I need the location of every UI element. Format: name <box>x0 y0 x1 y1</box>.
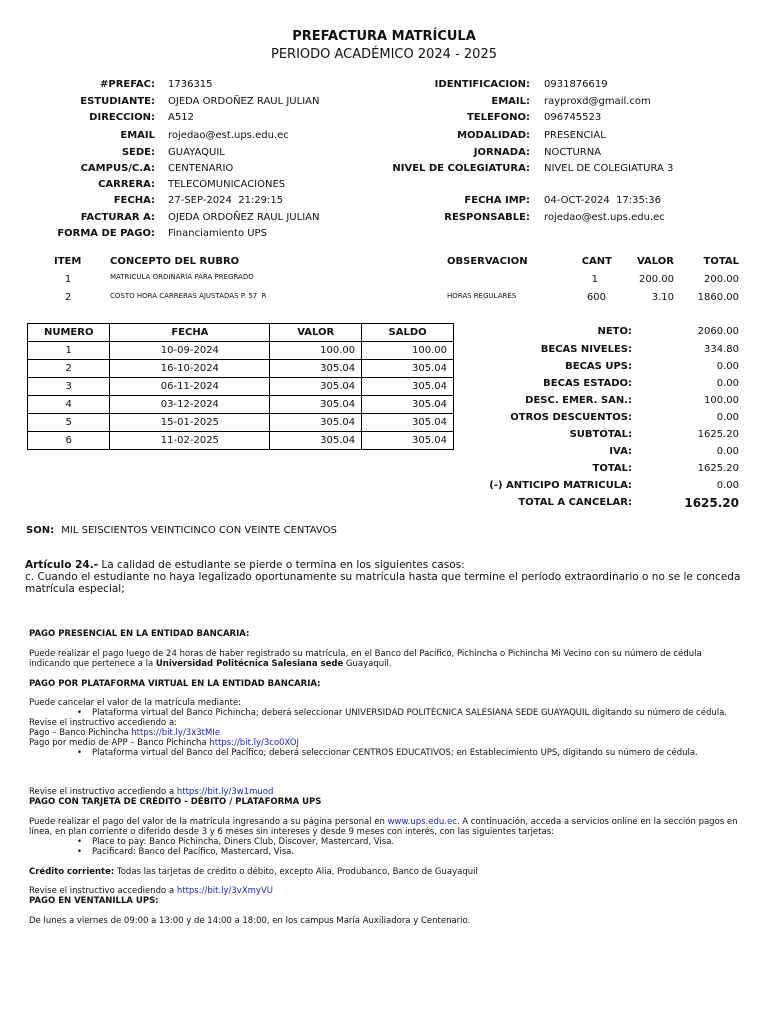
value-estudiante: OJEDA ORDOÑEZ RAUL JULIAN <box>168 96 320 107</box>
credito-text: Todas las tarjetas de crédito o débito, excepto Alia, Produbanco, Banco de Guayaquil <box>114 867 478 877</box>
label-facturar: FACTURAR A: <box>80 212 155 223</box>
tarjeta-title: PAGO CON TARJETA DE CRÉDITO - DÉBITO / PLATAFORMA UPS <box>29 797 322 807</box>
articulo-line1: La calidad de estudiante se pierde o termina en los siguientes casos: <box>98 559 465 571</box>
item-valor: 200.00 <box>639 274 674 285</box>
cuota-saldo: 305.04 <box>362 414 454 432</box>
table-row <box>28 396 454 414</box>
table-row <box>28 378 454 396</box>
value-jornada: NOCTURNA <box>544 147 602 158</box>
label-modalidad: MODALIDAD: <box>457 130 530 141</box>
value-campus: CENTENARIO <box>168 163 234 174</box>
value-telefono: 096745523 <box>544 112 602 123</box>
label-responsable: RESPONSABLE: <box>444 212 530 223</box>
document-subtitle: PERIODO ACADÉMICO 2024 - 2025 <box>270 47 497 62</box>
total-label-anticipo: (-) ANTICIPO MATRICULA: <box>489 480 632 491</box>
table-row <box>28 432 454 450</box>
value-carrera: TELECOMUNICACIONES <box>168 179 286 190</box>
value-responsable: rojedao@est.ups.edu.ec <box>544 212 665 223</box>
credito-line <box>29 867 741 877</box>
total-a-cancelar-label: TOTAL A CANCELAR: <box>518 497 632 508</box>
articulo-line3: matrícula especial; <box>25 583 125 595</box>
items-header-item: ITEM <box>54 256 82 267</box>
label-forma-pago: FORMA DE PAGO: <box>57 228 155 239</box>
presencial-bold: Universidad Politécnica Salesiana sede <box>155 659 344 669</box>
cuota-saldo: 305.04 <box>362 396 454 414</box>
label-email: EMAIL <box>120 130 155 141</box>
virtual-bullet-2: • Plataforma virtual del Banco del Pacífico; deberá seleccionar CENTROS EDUCATIVOS; en Establecimiento UPS, digitando su número de cédula. <box>29 748 741 758</box>
total-label-otros-descuentos: OTROS DESCUENTOS: <box>510 412 632 423</box>
item-concepto: MATRICULA ORDINARIA PARA PREGRADO <box>110 273 254 281</box>
cuota-valor: 100.00 <box>270 342 362 360</box>
cuota-valor: 305.04 <box>270 432 362 450</box>
cuota-fecha: 15-01-2025 <box>110 414 270 432</box>
value-direccion: A512 <box>168 112 194 123</box>
cuotas-header-saldo: SALDO <box>362 324 454 342</box>
items-header-observacion: OBSERVACION <box>447 256 528 267</box>
cuotas-header-fecha: FECHA <box>110 324 270 342</box>
label-email-personal: EMAIL: <box>491 96 530 107</box>
cuota-fecha: 11-02-2025 <box>110 432 270 450</box>
label-estudiante: ESTUDIANTE: <box>80 96 155 107</box>
revise-label-1: Revise el instructivo accediendo a <box>29 787 177 797</box>
cuota-numero: 1 <box>28 342 110 360</box>
cuota-valor: 305.04 <box>270 360 362 378</box>
label-fecha: FECHA: <box>113 195 155 206</box>
presencial-text <box>29 649 741 669</box>
total-label-subtotal: SUBTOTAL: <box>569 429 632 440</box>
total-value-neto: 2060.00 <box>697 326 739 337</box>
cuota-numero: 6 <box>28 432 110 450</box>
revise-link-1[interactable]: https://bit.ly/3w1muod <box>176 787 274 797</box>
cuota-fecha: 10-09-2024 <box>110 342 270 360</box>
tarjeta-text <box>29 817 741 837</box>
table-row <box>28 360 454 378</box>
revise-a: Revise el instructivo accediendo a: <box>29 718 178 728</box>
virtual-intro: Puede cancelar el valor de la matrícula mediante: <box>29 698 242 708</box>
cuotas-header-valor: VALOR <box>270 324 362 342</box>
credito-bold: Crédito corriente: <box>29 867 115 877</box>
revise-label-2: Revise el instructivo accediendo a <box>29 886 177 896</box>
son-value: MIL SEISCIENTOS VEINTICINCO CON VEINTE CENTAVOS <box>61 525 337 536</box>
pago-app-link[interactable]: https://bit.ly/3co0XOJ <box>209 738 300 748</box>
value-facturar: OJEDA ORDOÑEZ RAUL JULIAN <box>168 212 320 223</box>
total-value-anticipo: 0.00 <box>716 480 739 491</box>
label-identificacion: IDENTIFICACION: <box>434 79 530 90</box>
total-value-otros-descuentos: 0.00 <box>716 412 739 423</box>
item-number: 2 <box>64 292 72 303</box>
cuota-numero: 5 <box>28 414 110 432</box>
item-total: 1860.00 <box>697 292 739 303</box>
item-valor: 3.10 <box>651 292 674 303</box>
label-direccion: DIRECCION: <box>89 112 155 123</box>
pago-app-label: Pago por medio de APP – Banco Pichincha <box>29 738 210 748</box>
document-title: PREFACTURA MATRÍCULA <box>292 29 476 44</box>
ventanilla-text: De lunes a viernes de 09:00 a 13:00 y de 14:00 a 18:00, en los campus María Auxiliadora y Centenario. <box>29 916 471 926</box>
total-value-subtotal: 1625.20 <box>697 429 739 440</box>
total-value-becas-niveles: 334.80 <box>704 344 739 355</box>
cuota-valor: 305.04 <box>270 396 362 414</box>
table-row <box>28 342 454 360</box>
label-telefono: TELEFONO: <box>466 112 530 123</box>
item-observacion: HORAS REGULARES <box>447 292 517 300</box>
total-label-neto: NETO: <box>597 326 632 337</box>
value-modalidad: PRESENCIAL <box>544 130 606 141</box>
articulo-24 <box>25 559 760 595</box>
total-label-iva: IVA: <box>609 446 632 457</box>
label-carrera: CARRERA: <box>98 179 155 190</box>
total-label-becas-estado: BECAS ESTADO: <box>543 378 632 389</box>
revise-link-2[interactable]: https://bit.ly/3vXmyVU <box>176 886 273 896</box>
value-identificacion: 0931876619 <box>544 79 608 90</box>
items-header-concepto: CONCEPTO DEL RUBRO <box>110 256 240 267</box>
label-fecha-imp: FECHA IMP: <box>464 195 530 206</box>
label-prefac: #PREFAC: <box>100 79 155 90</box>
label-campus: CAMPUS/C.A: <box>80 163 155 174</box>
cuota-saldo: 305.04 <box>362 432 454 450</box>
cuotas-header-row <box>28 324 454 342</box>
articulo-title: Artículo 24.- <box>25 559 99 571</box>
item-total: 200.00 <box>704 274 739 285</box>
value-email-personal: rayproxd@gmail.com <box>544 96 651 107</box>
presencial-text2: Guayaquil. <box>343 659 392 669</box>
total-value-total: 1625.20 <box>697 463 739 474</box>
tarjeta-bullet-1: • Place to pay: Banco Pichincha, Diners Club, Discover, Mastercard, Visa. <box>29 837 741 847</box>
presencial-text1: Puede realizar el pago luego de 24 horas de haber registrado su matrícula, en el Banco del Pacífico, Pichincha o Pichincha Mi Vecino con su número de cédula indicando que pertenece a la <box>29 649 702 669</box>
son-line <box>26 525 337 536</box>
tarjeta-bullet-2: • Pacificard: Banco del Pacífico, Mastercard, Visa. <box>29 847 741 857</box>
value-email: rojedao@est.ups.edu.ec <box>168 130 289 141</box>
items-header-cant: CANT <box>581 256 612 267</box>
cuota-fecha: 03-12-2024 <box>110 396 270 414</box>
tarjeta-text1: Puede realizar el pago del valor de la matrícula ingresando a su página personal en <box>29 817 388 827</box>
ups-website-link[interactable]: www.ups.edu.ec <box>387 817 457 827</box>
label-jornada: JORNADA: <box>473 147 530 158</box>
total-label-becas-niveles: BECAS NIVELES: <box>540 344 632 355</box>
cuota-numero: 3 <box>28 378 110 396</box>
cuota-valor: 305.04 <box>270 414 362 432</box>
table-row <box>28 414 454 432</box>
value-fecha: 27-SEP-2024 21:29:15 <box>168 195 284 206</box>
total-value-iva: 0.00 <box>716 446 739 457</box>
presencial-title: PAGO PRESENCIAL EN LA ENTIDAD BANCARIA: <box>29 629 250 639</box>
total-value-desc-emer: 100.00 <box>704 395 739 406</box>
value-fecha-imp: 04-OCT-2024 17:35:36 <box>544 195 661 206</box>
item-number: 1 <box>64 274 72 285</box>
cuota-saldo: 100.00 <box>362 342 454 360</box>
tarjeta-text2: . A continuación, acceda a servicios online en la sección pagos en línea, en plan corriente o diferido desde 3 y 6 meses sin intereses y desde 9 meses con interés, con las siguientes tarjetas: <box>29 817 738 837</box>
cuotas-table <box>27 323 454 450</box>
cuota-numero: 4 <box>28 396 110 414</box>
ventanilla-title: PAGO EN VENTANILLA UPS: <box>29 896 159 906</box>
cuota-saldo: 305.04 <box>362 360 454 378</box>
items-header-valor: VALOR <box>636 256 674 267</box>
item-cant: 600 <box>586 292 606 303</box>
cuota-valor: 305.04 <box>270 378 362 396</box>
value-prefac: 1736315 <box>168 79 213 90</box>
articulo-line2: c. Cuando el estudiante no haya legalizado oportunamente su matrícula hasta que termine el período extraordinario o no se le conceda <box>25 571 741 583</box>
cuota-numero: 2 <box>28 360 110 378</box>
item-cant: 1 <box>591 274 598 285</box>
tarjeta-block <box>29 817 741 857</box>
virtual-block <box>29 698 741 758</box>
total-label-becas-ups: BECAS UPS: <box>565 361 632 372</box>
revise-line-1 <box>29 787 741 797</box>
total-value-becas-estado: 0.00 <box>716 378 739 389</box>
total-label-total: TOTAL: <box>592 463 632 474</box>
revise-line-2 <box>29 886 741 896</box>
virtual-bullet-1: • Plataforma virtual del Banco Pichincha; deberá seleccionar UNIVERSIDAD POLITÉCNICA SALESIANA SEDE GUAYAQUIL digitando su número de cédula. <box>29 708 741 718</box>
items-header-total: TOTAL <box>703 256 739 267</box>
pago-banco-link[interactable]: https://bit.ly/3x3tMIe <box>131 728 221 738</box>
cuotas-header-numero: NUMERO <box>28 324 110 342</box>
cuota-saldo: 305.04 <box>362 378 454 396</box>
virtual-title: PAGO POR PLATAFORMA VIRTUAL EN LA ENTIDAD BANCARIA: <box>29 679 321 689</box>
value-forma-pago: Financiamiento UPS <box>168 228 267 239</box>
cuota-fecha: 06-11-2024 <box>110 378 270 396</box>
label-nivel-colegiatura: NIVEL DE COLEGIATURA: <box>392 163 530 174</box>
cuota-fecha: 16-10-2024 <box>110 360 270 378</box>
total-value-becas-ups: 0.00 <box>716 361 739 372</box>
label-sede: SEDE: <box>121 147 155 158</box>
item-concepto: COSTO HORA CARRERAS AJUSTADAS P. 57 R <box>110 292 267 300</box>
total-label-desc-emer: DESC. EMER. SAN.: <box>525 395 632 406</box>
total-a-cancelar-value: 1625.20 <box>684 496 739 510</box>
value-sede: GUAYAQUIL <box>168 147 225 158</box>
value-nivel-colegiatura: NIVEL DE COLEGIATURA 3 <box>544 163 674 174</box>
pago-banco-label: Pago – Banco Pichincha <box>29 728 132 738</box>
son-label: SON: <box>26 525 55 536</box>
